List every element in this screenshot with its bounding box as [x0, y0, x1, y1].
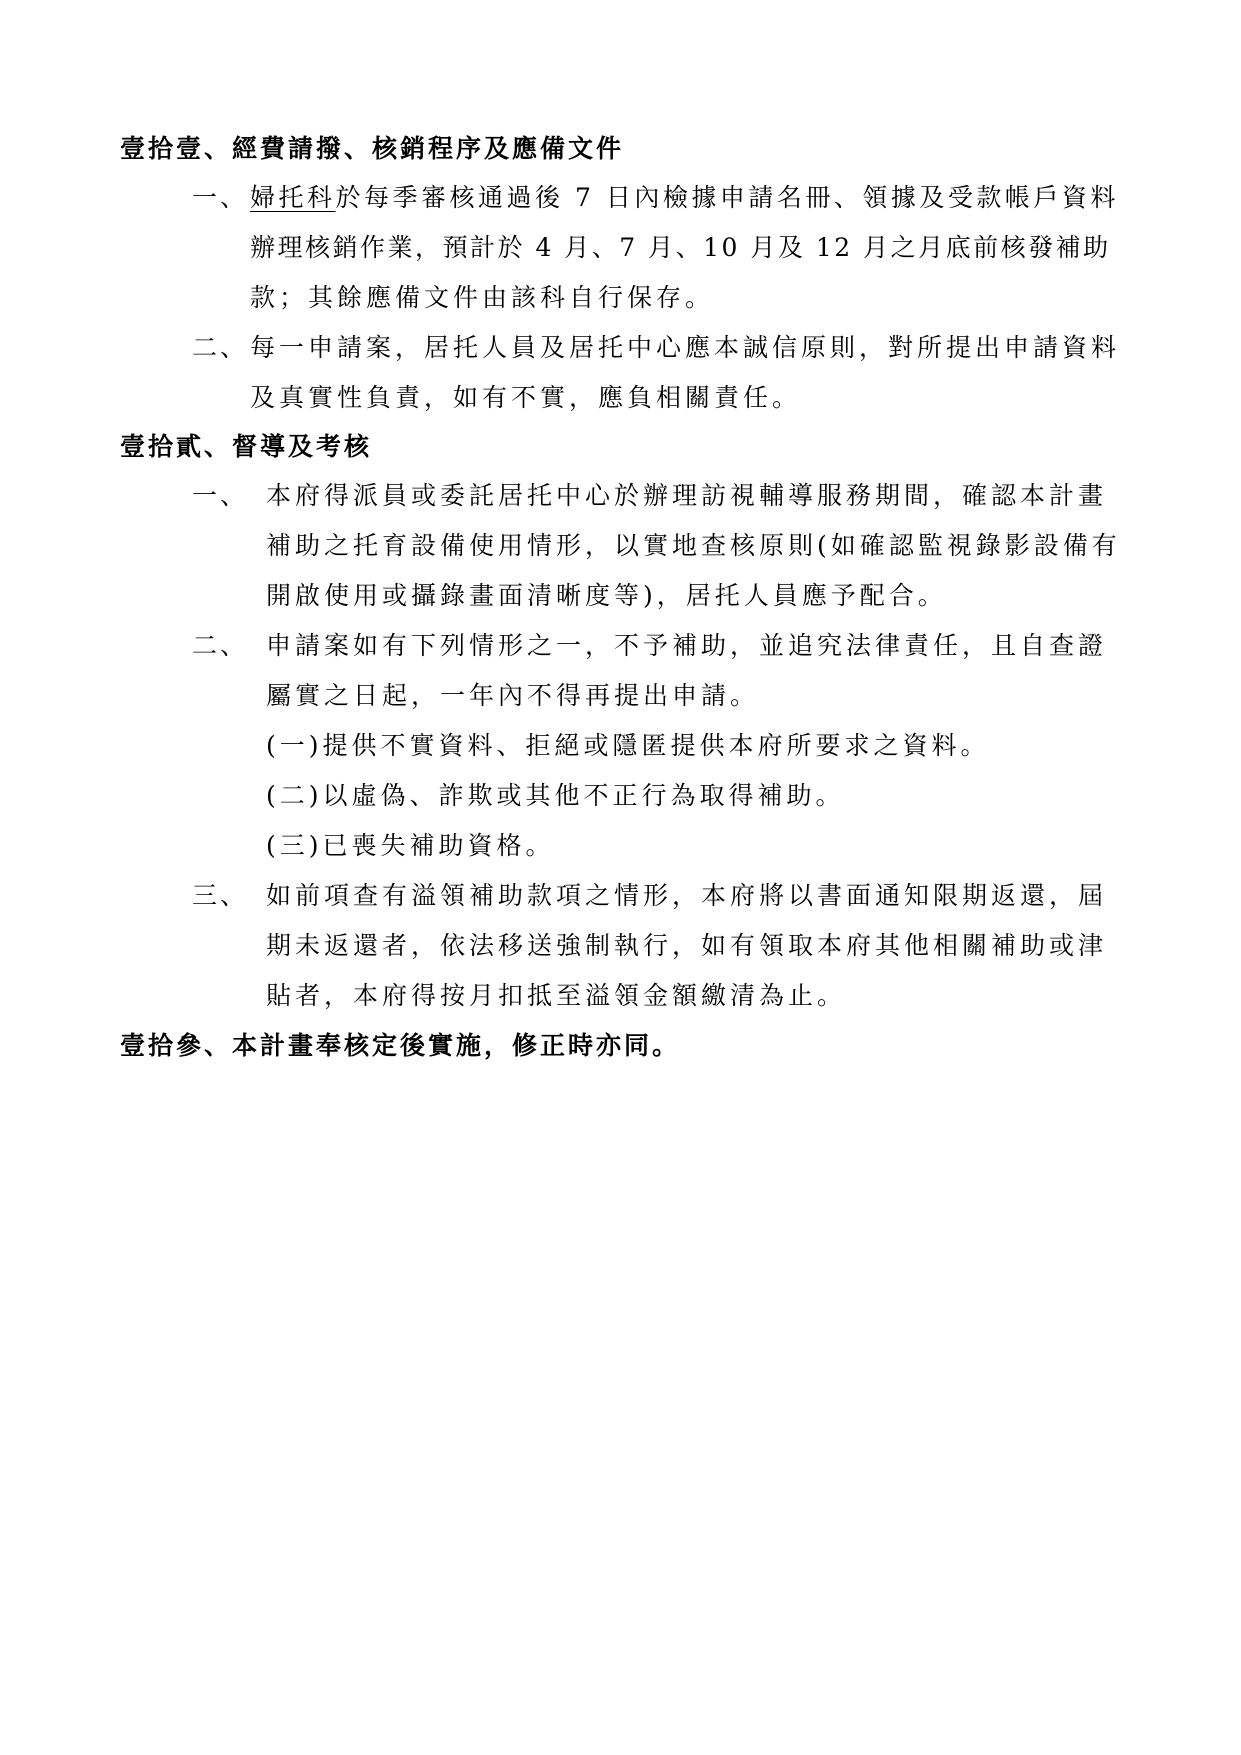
item-text-line: 每一申請案，居托人員及居托中心應本誠信原則，對所提出申請資料 — [250, 333, 1121, 362]
item-text-line: 申請案如有下列情形之一，不予補助，並追究法律責任，且自查證 — [266, 631, 1108, 660]
item-text-line: 款；其餘應備文件由該科自行保存。 — [250, 283, 715, 312]
item-text-line: 屬實之日起，一年內不得再提出申請。 — [266, 681, 760, 710]
item-text-line: 本府得派員或委託居托中心於辦理訪視輔導服務期間，確認本計畫 — [266, 481, 1108, 510]
sub-item-text: (二)以虛偽、詐欺或其他不正行為取得補助。 — [266, 781, 845, 810]
underlined-term: 婦托科 — [250, 183, 336, 212]
sub-item-text: (一)提供不實資料、拒絕或隱匿提供本府所要求之資料。 — [266, 731, 990, 760]
sub-item-text: (三)已喪失補助資格。 — [266, 831, 555, 860]
item-number: 一、 — [192, 183, 249, 212]
item-text-line: 期未返還者，依法移送強制執行，如有領取本府其他相關補助或津 — [266, 931, 1108, 960]
item-number: 二、 — [192, 631, 249, 660]
item-number: 三、 — [192, 881, 249, 910]
section-heading-12: 壹拾貳、督導及考核 — [120, 432, 373, 461]
item-text-line: 辦理核銷作業，預計於 4 月、7 月、10 月及 12 月之月底前核發補助 — [250, 233, 1111, 262]
item-number: 二、 — [192, 333, 249, 362]
item-text-line — [250, 181, 1119, 215]
item-text-line: 及真實性負責，如有不實，應負相關責任。 — [250, 383, 802, 412]
item-text-line: 開啟使用或攝錄畫面清晰度等)，居托人員應予配合。 — [266, 581, 947, 610]
item-text-line: 貼者，本府得按月扣抵至溢領金額繳清為止。 — [266, 981, 847, 1010]
section-heading-11: 壹拾壹、經費請撥、核銷程序及應備文件 — [120, 134, 625, 163]
item-text: 於每季審核通過後 7 日內檢據申請名冊、領據及受款帳戶資料 — [335, 183, 1119, 212]
item-text-line: 補助之托育設備使用情形，以實地查核原則(如確認監視錄影設備有 — [266, 531, 1121, 560]
item-number: 一、 — [192, 481, 249, 510]
section-heading-13: 壹拾參、本計畫奉核定後實施，修正時亦同。 — [120, 1031, 681, 1060]
item-text-line: 如前項查有溢領補助款項之情形，本府將以書面通知限期返還，屆 — [266, 881, 1108, 910]
